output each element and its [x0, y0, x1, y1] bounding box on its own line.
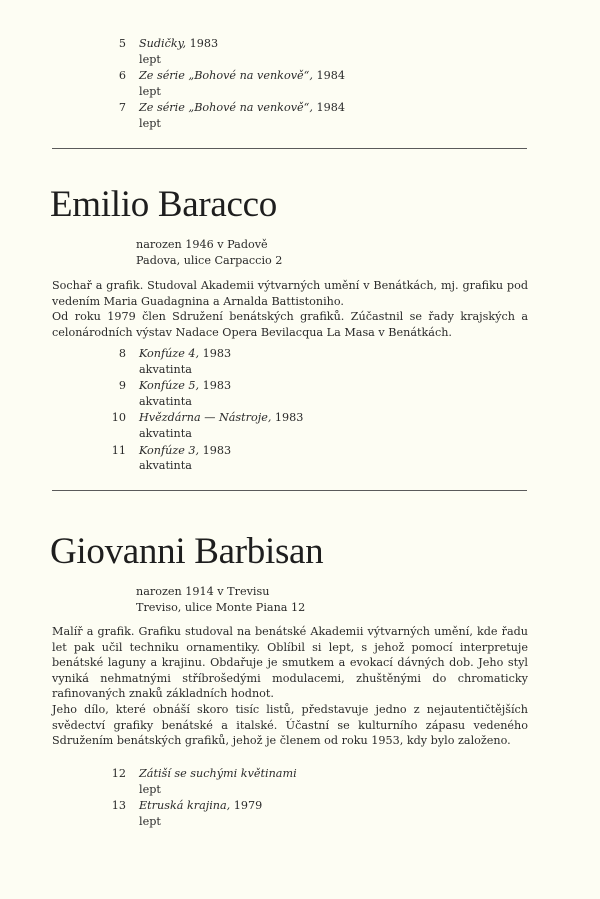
work-technique: lept: [139, 116, 161, 130]
work-title: Ze série „Bohové na venkově“,: [139, 101, 313, 115]
work-technique: lept: [139, 52, 161, 66]
work-number: 10: [111, 411, 126, 425]
previous-artist-works: [100, 36, 500, 133]
work-year: 1979: [230, 799, 263, 813]
work-number: 11: [111, 443, 126, 457]
work-number: 13: [111, 799, 126, 813]
work-item: [100, 798, 500, 829]
artist-name: Emilio Baracco: [50, 184, 277, 225]
work-year: 1984: [312, 101, 345, 115]
work-year: 1983: [186, 37, 219, 50]
bio-paragraph: Jeho dílo, které obnáší skoro tisíc listů, představuje jedno z nejautentičtějších svědectví grafiky benátské a italské. Účastní se kulturního zápasu vedeného Sdružením benátských grafiků, jehož je členem od roku 1953, kdy bylo založeno.: [52, 702, 528, 748]
work-technique: lept: [139, 782, 161, 796]
work-technique: akvatinta: [139, 362, 192, 376]
work-item: [100, 378, 500, 409]
artist-address: Padova, ulice Carpaccio 2: [136, 253, 283, 267]
artist-works: [100, 766, 500, 830]
bio-paragraph: Sochař a grafik. Studoval Akademii výtvarných umění v Benátkách, mj. grafiku pod vedením Maria Guadagnina a Arnalda Battistoniho.: [52, 279, 528, 308]
work-number: 6: [118, 69, 126, 83]
work-technique: akvatinta: [139, 394, 192, 408]
work-title: Konfúze 4,: [139, 347, 200, 360]
work-title: Konfúze 5,: [139, 379, 200, 393]
work-technique: lept: [139, 814, 161, 828]
section-divider: [52, 148, 527, 149]
work-item: [100, 410, 500, 441]
work-title: Hvězdárna — Nástroje,: [139, 411, 272, 425]
work-technique: akvatinta: [139, 426, 192, 440]
work-year: 1984: [312, 69, 345, 83]
artist-name: Giovanni Barbisan: [50, 531, 324, 572]
bio-paragraph: Malíř a grafik. Grafiku studoval na benátské Akademii výtvarných umění, kde řadu let pak učil techniku ornamentiky. Oblíbil si lept, s jehož pomocí interpretuje benátské laguny a krajinu. Obdařuje je smutkem a evokací dávných dob. Jeho styl vyniká nehmatnými stříbrošedými modulacemi, zhuštěnými do chromaticky rafinovaných znaků základních hodnot.: [52, 625, 528, 701]
artist-bio: [52, 624, 528, 749]
work-number: 5: [118, 37, 126, 50]
artist-address: Treviso, ulice Monte Piana 12: [136, 600, 306, 614]
work-title: Zátiší se suchými květinami: [139, 767, 297, 780]
artist-info: [136, 237, 282, 268]
work-technique: akvatinta: [139, 459, 192, 473]
work-title: Ze série „Bohové na venkově“,: [139, 69, 313, 83]
work-item: [100, 443, 500, 474]
work-item: [100, 100, 500, 131]
work-number: 7: [118, 101, 126, 115]
work-number: 12: [111, 767, 126, 780]
artist-birth: narozen 1946 v Padově: [136, 238, 268, 251]
work-title: Sudičky,: [139, 37, 187, 50]
work-title: Etruská krajina,: [139, 799, 231, 813]
artist-works: [100, 346, 500, 475]
work-year: 1983: [271, 411, 304, 425]
work-title: Konfúze 3,: [139, 443, 200, 457]
artist-info: [136, 584, 305, 615]
artist-birth: narozen 1914 v Trevisu: [136, 585, 270, 598]
work-item: [100, 36, 500, 67]
work-number: 8: [118, 347, 126, 360]
work-technique: lept: [139, 84, 161, 98]
work-number: 9: [118, 379, 126, 393]
bio-paragraph: Od roku 1979 člen Sdružení benátských grafiků. Zúčastnil se řady krajských a celonárodních výstav Nadace Opera Bevilacqua La Masa v Benátkách.: [52, 310, 528, 339]
work-year: 1983: [199, 379, 232, 393]
work-item: [100, 68, 500, 99]
work-item: [100, 766, 500, 797]
artist-bio: [52, 278, 528, 340]
work-year: 1983: [199, 443, 232, 457]
section-divider: [52, 490, 527, 491]
work-year: 1983: [199, 347, 232, 360]
work-item: [100, 346, 500, 377]
